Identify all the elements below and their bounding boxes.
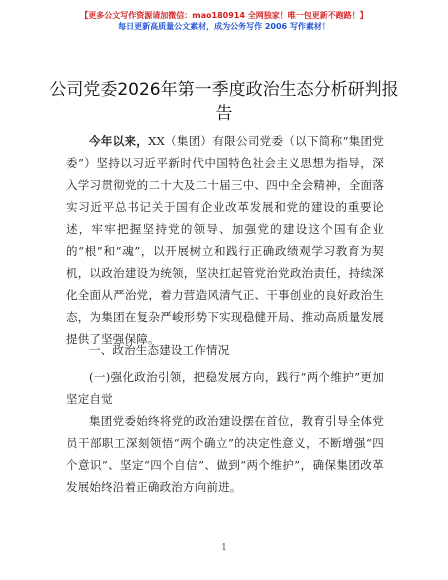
document-title: 公司党委2026年第一季度政治生态分析研判报告: [49, 80, 399, 124]
promo-banner-line-1: 【更多公文写作资源请加微信：mao180914 全网独家！唯一包更新不跑路！】: [80, 11, 368, 20]
intro-paragraph: [66, 130, 384, 350]
page-number: 1: [221, 543, 227, 553]
subsection-heading: (一)强化政治引领，把稳发展方向，践行“两个维护”更加坚定自觉: [66, 370, 384, 406]
intro-body: XX（集团）有限公司党委（以下简称“集团党委”）坚持以习近平新时代中国特色社会主义思想为指导，深入学习贯彻党的二十大及二十届三中、四中全会精神，全面落实习近平总书记关于国有企业改革发展和党的建设的重要论述，牢牢把握坚持党的领导、加强党的建设这个国有企业的“根”和“魂”，以开展树立和践行正确政绩观学习教育为契机，以政治建设为统领，坚决扛起管党治党政治责任，持续深化全面从严治党，着力营造风清气正、干事创业的良好政治生态，为集团在复杂严峻形势下实现稳健开局、推动高质量发展提供了坚强保障。: [66, 134, 385, 346]
promo-banner-line-2: 每日更新高质量公文素材，成为公务写作 2006 写作素材！: [118, 22, 330, 31]
intro-lead: 今年以来，: [89, 134, 149, 148]
promo-banner: [0, 10, 448, 32]
detail-paragraph: 集团党委始终将党的政治建设摆在首位，教育引导全体党员干部职工深刻领悟“两个确立”的决定性意义，不断增强“四个意识”、坚定“四个自信”、做到“两个维护”，确保集团改革发展始终沿着正确政治方向前进。: [66, 414, 384, 494]
section-heading: 一、政治生态建设工作情况: [89, 343, 230, 357]
